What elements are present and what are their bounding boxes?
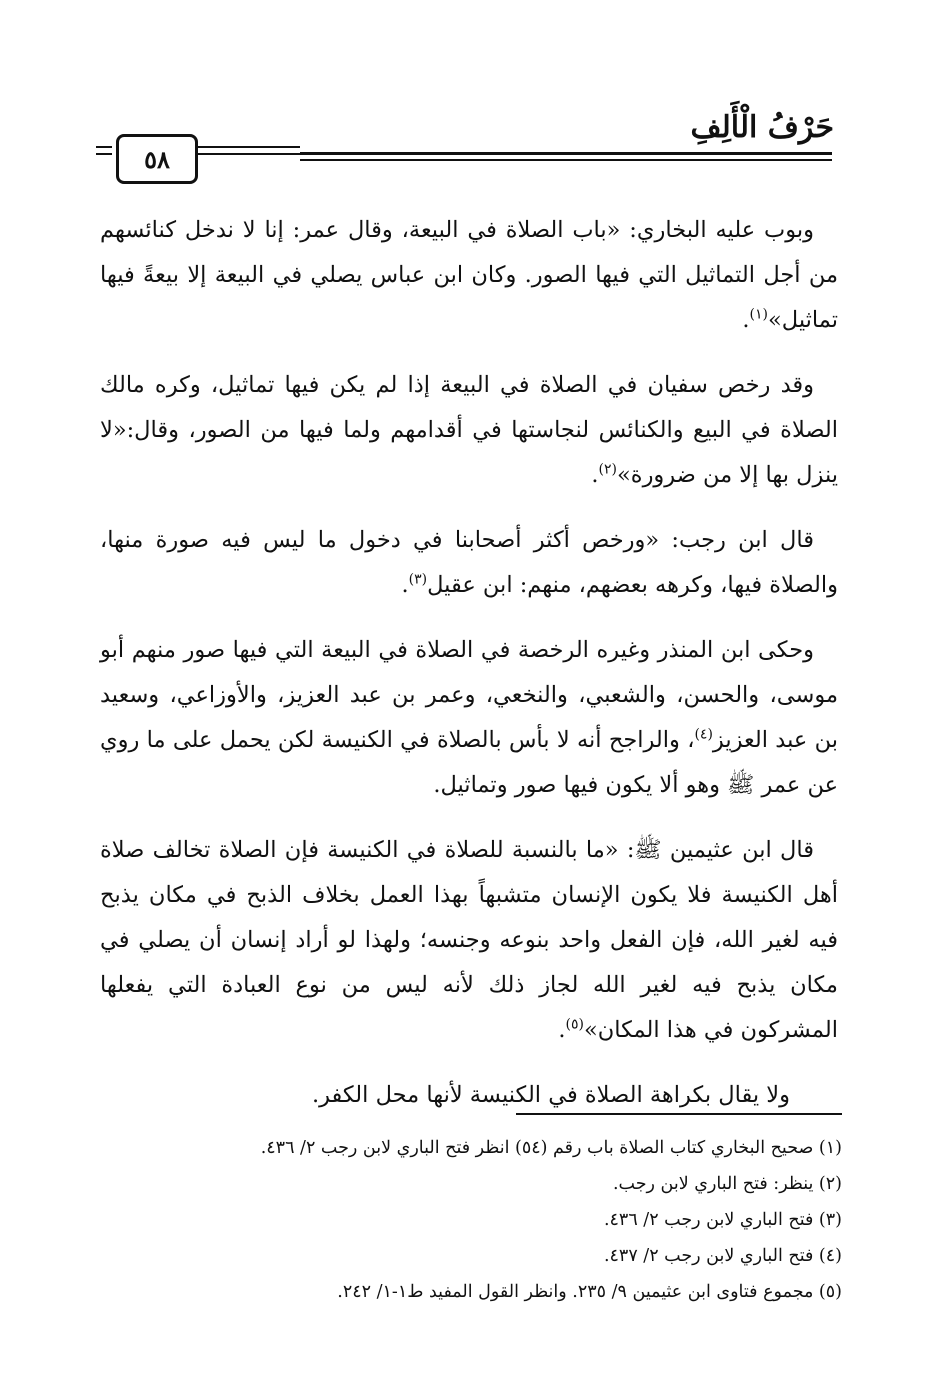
footnote-reference: (١) — [749, 306, 769, 323]
footnote-reference: (٢) — [598, 461, 618, 478]
footnote-item: (٢) ينظر: فتح الباري لابن رجب. — [612, 1174, 842, 1194]
paragraph-text: . — [591, 462, 599, 488]
paragraph-text: ولا يقال بكراهة الصلاة في الكنيسة لأنها محل الكفر. — [311, 1082, 790, 1108]
header-rule — [300, 152, 832, 165]
page-number-text: ٥٨ — [144, 144, 170, 174]
paragraph-text: قال ابن عثيمين ﷺ: «ما بالنسبة للصلاة في الكنيسة فإن الصلاة تخالف صلاة أهل الكنيسة فلا يكون الإنسان متشبهاً بهذا العمل بخلاف الذبح في مكان يذبح فيه لغير الله، فإن الفعل واحد بنوعه وجنسه؛ ولهذا لو أراد إنسان أن يصلي في مكان يذبح فيه لغير الله لجاز ذلك لأنه ليس من نوع العبادة التي يفعلها المشركون في هذا المكان» — [100, 837, 838, 1043]
header-left-mark — [96, 146, 112, 160]
paragraph-text: . — [558, 1017, 566, 1043]
footnotes — [102, 1130, 842, 1310]
footnote-item: (٣) فتح الباري لابن رجب ٢/ ٤٣٦. — [603, 1210, 842, 1230]
footnote-reference: (٤) — [694, 726, 713, 743]
paragraph — [100, 628, 838, 808]
paragraph-text: . — [401, 572, 409, 598]
paragraph-text: . — [742, 307, 750, 333]
paragraph — [100, 363, 838, 498]
footnote-reference: (٥) — [565, 1016, 584, 1033]
footnote-item: (٥) مجموع فتاوى ابن عثيمين ٩/ ٢٣٥. وانظر القول المفيد ط١-١/ ٢٤٢. — [337, 1282, 842, 1302]
paragraph — [100, 208, 838, 343]
paragraph-text: وقد رخص سفيان في الصلاة في البيعة إذا لم يكن فيها تماثيل، وكره مالك الصلاة في البيع والكنائس لنجاستها في أقدامهم ولما فيها من الصور، وقال:«لا ينزل بها إلا من ضرورة» — [100, 372, 838, 488]
paragraph — [100, 518, 838, 608]
chapter-title: حَرْفُ الْأَلِفِ — [690, 110, 834, 145]
footnote-reference: (٣) — [408, 571, 428, 588]
footnote-item: (٤) فتح الباري لابن رجب ٢/ ٤٣٧. — [603, 1246, 842, 1266]
main-text — [100, 208, 838, 1138]
footnote-item: (١) صحيح البخاري كتاب الصلاة باب رقم (٥٤) انظر فتح الباري لابن رجب ٢/ ٤٣٦. — [260, 1138, 842, 1158]
paragraph — [100, 1073, 838, 1118]
paragraph-text: ، والراجح أنه لا بأس بالصلاة في الكنيسة لكن يحمل على ما روي عن عمر ﷺ وهو ألا يكون فيها صور وتماثيل. — [100, 727, 838, 798]
footnote-separator — [516, 1113, 842, 1115]
page-number — [116, 134, 198, 184]
paragraph-text: قال ابن رجب: «ورخص أكثر أصحابنا في دخول ما ليس فيه صورة منها، والصلاة فيها، وكرهه بعضهم، منهم: ابن عقيل — [100, 527, 838, 598]
header-rule-connector — [196, 146, 300, 160]
paragraph-text: وحكى ابن المنذر وغيره الرخصة في الصلاة في البيعة التي فيها صور منهم أبو موسى، والحسن، والشعبي، والنخعي، وعمر بن عبد العزيز، والأوزاعي، وسعيد بن عبد العزيز — [100, 637, 838, 753]
paragraph-text: وبوب عليه البخاري: «باب الصلاة في البيعة، وقال عمر: إنا لا ندخل كنائسهم من أجل التماثيل التي فيها الصور. وكان ابن عباس يصلي في البيعة إلا بيعةً فيها تماثيل» — [100, 217, 838, 333]
paragraph — [100, 828, 838, 1053]
